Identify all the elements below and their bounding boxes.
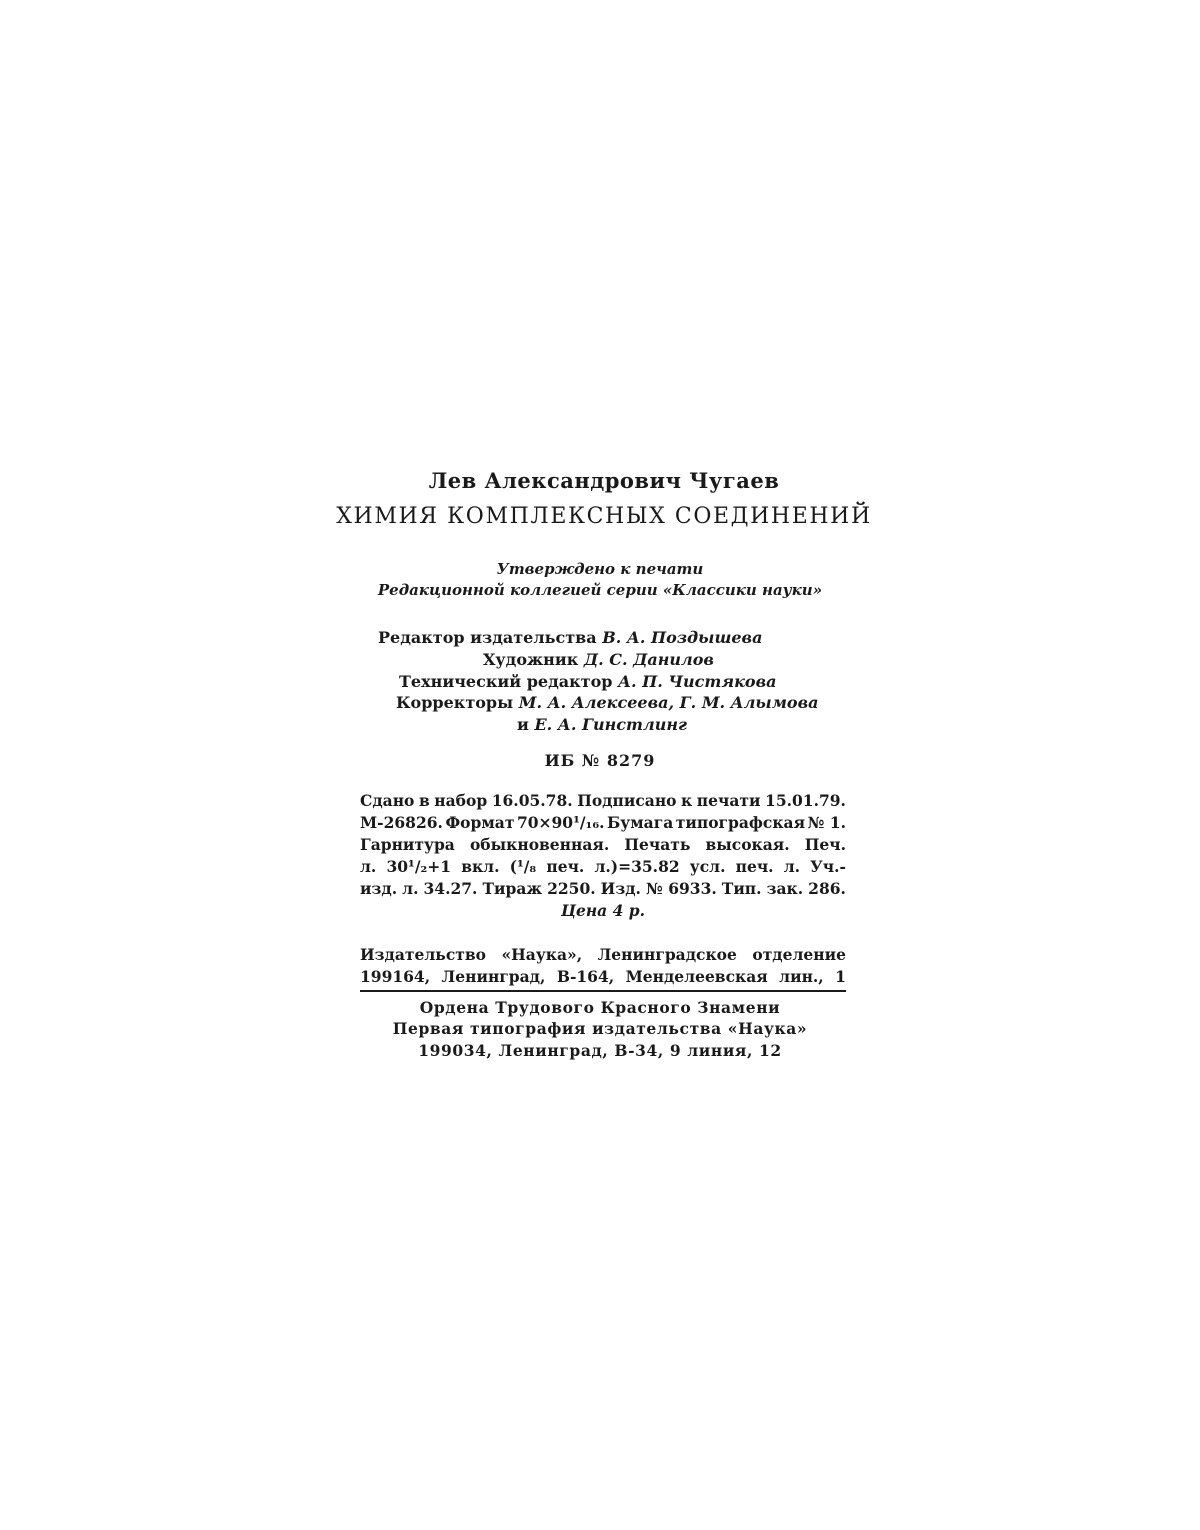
publisher-word: В-164, <box>556 967 615 986</box>
specs-word: печ. <box>735 857 774 876</box>
specs-row <box>360 878 846 900</box>
specs-word: Формат <box>445 813 515 832</box>
staff-role: Технический редактор <box>399 672 613 691</box>
printer-line-2: Первая типография издательства «Наука» <box>392 1019 808 1038</box>
specs-word: Печ. <box>804 835 846 854</box>
publisher-word: отделение <box>752 945 846 964</box>
staff-name: М. А. Алексеева, Г. М. Алымова <box>518 693 819 712</box>
specs-word: вкл. <box>461 857 500 876</box>
specs-word: Тип. <box>721 879 762 898</box>
specs-word: изд. <box>360 879 398 898</box>
specs-word: высокая. <box>705 835 790 854</box>
specs-word: Изд. <box>600 879 641 898</box>
specs-word: в <box>418 791 430 810</box>
specs-word: М-26826. <box>360 813 443 832</box>
staff-proofreaders <box>396 695 818 711</box>
book-author: Лев Александрович Чугаев <box>428 468 780 493</box>
specs-word: Бумага <box>607 813 674 832</box>
specs-word: Гарнитура <box>360 835 455 854</box>
specs-word: 34.27. <box>423 879 478 898</box>
specs-word: 2250. <box>547 879 596 898</box>
staff-role: Художник <box>483 650 579 669</box>
specs-word: Подписано <box>577 791 677 810</box>
staff-role: Корректоры <box>396 693 514 712</box>
specs-word: № 6933. <box>645 879 717 898</box>
specs-word: 286. <box>808 879 846 898</box>
staff-artist <box>483 652 714 668</box>
specs-word: Уч.- <box>810 857 846 876</box>
specs-word: 70×90¹/₁₆. <box>516 813 605 832</box>
publisher-word: Издательство <box>360 945 486 964</box>
printer-line-1: Ордена Трудового Красного Знамени <box>419 998 781 1017</box>
book-title: ХИМИЯ КОМПЛЕКСНЫХ СОЕДИНЕНИЙ <box>336 504 872 529</box>
specs-word: усл. <box>689 857 726 876</box>
specs-row <box>360 856 846 878</box>
specs-word: л. <box>360 857 377 876</box>
specs-word: зак. <box>766 879 804 898</box>
staff-role: Редактор издательства <box>378 628 597 647</box>
specs-word: типографская <box>675 813 806 832</box>
specs-word: л. <box>783 857 801 876</box>
approval-line-1: Утверждено к печати <box>496 560 704 578</box>
publisher-word: 199164, <box>360 967 431 986</box>
publisher-word: «Наука», <box>501 945 583 964</box>
staff-name: Д. С. Данилов <box>583 650 714 669</box>
specs-word: к <box>681 791 693 810</box>
publisher-word: лин., <box>779 967 824 986</box>
price: Цена 4 р. <box>561 901 645 920</box>
specs-word: № 1. <box>807 813 846 832</box>
ib-number: ИБ № 8279 <box>544 751 656 770</box>
publisher-word: 1 <box>835 967 846 986</box>
staff-proofreaders-cont <box>517 717 687 733</box>
staff-technical-editor <box>399 674 776 690</box>
specs-row <box>360 812 846 834</box>
staff-editor <box>378 630 762 646</box>
specs-word: обыкновенная. <box>469 835 610 854</box>
approval-line-2: Редакционной коллегией серии «Классики науки» <box>377 581 823 599</box>
specs-word: Тираж <box>482 879 543 898</box>
publisher-word: Менделеевская <box>625 967 768 986</box>
divider-rule <box>360 990 846 992</box>
specs-row <box>360 834 846 856</box>
specs-word: л.)=35.82 <box>594 857 680 876</box>
publisher-word: Ленинград, <box>441 967 546 986</box>
print-specs <box>360 790 846 922</box>
specs-word: Печать <box>624 835 691 854</box>
specs-word: 16.05.78. <box>491 791 573 810</box>
specs-row <box>360 790 846 812</box>
specs-word: набор <box>434 791 488 810</box>
specs-word: печати <box>696 791 761 810</box>
specs-row <box>360 900 846 922</box>
staff-name: В. А. Поздышева <box>602 628 763 647</box>
staff-role: и <box>517 715 529 734</box>
publisher-word: Ленинградское <box>597 945 737 964</box>
staff-name: Е. А. Гинстлинг <box>534 715 687 734</box>
specs-word: печ. <box>546 857 585 876</box>
printer-line-3: 199034, Ленинград, В-34, 9 линия, 12 <box>418 1041 782 1060</box>
staff-name: А. П. Чистякова <box>618 672 777 691</box>
specs-word: (¹/₈ <box>509 857 537 876</box>
specs-word: л. <box>402 879 419 898</box>
specs-word: 15.01.79. <box>765 791 846 810</box>
specs-word: 30¹/₂+1 <box>386 857 452 876</box>
publisher-address <box>360 944 846 988</box>
publisher-row <box>360 966 846 988</box>
specs-word: Сдано <box>360 791 415 810</box>
publisher-row <box>360 944 846 966</box>
